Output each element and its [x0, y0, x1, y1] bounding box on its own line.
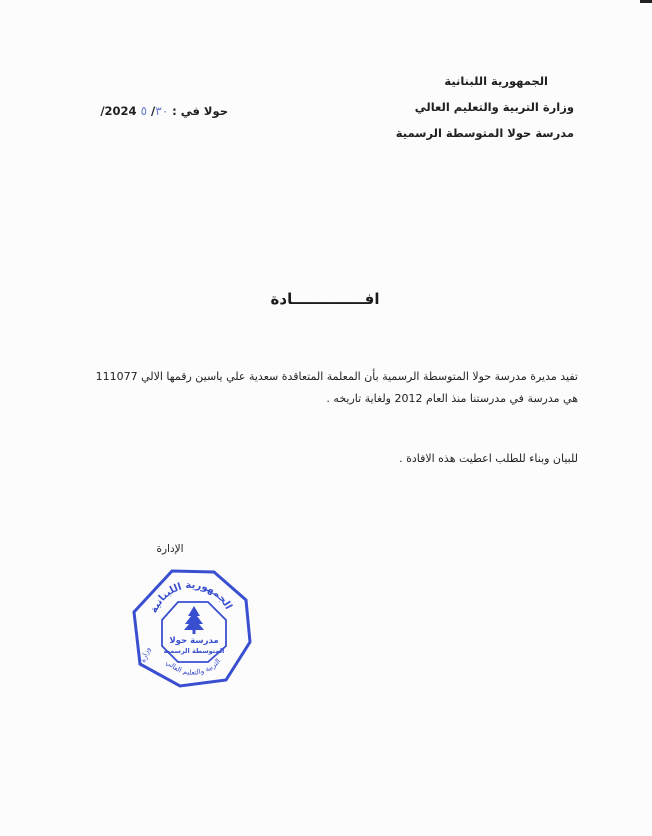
stamp-bottom-text: التربية والتعليم العالي — [164, 657, 223, 677]
stamp-outer-text: الجمهورية اللبنانية — [148, 579, 234, 615]
document-title: افــــــــــــــادة — [270, 290, 380, 308]
letterhead-ministry: وزارة التربية والتعليم العالي — [414, 100, 574, 114]
stamp-inner-text-2: المتوسطة الرسمية — [163, 647, 225, 655]
certificate-body — [78, 366, 578, 410]
body-line-2: هي مدرسة في مدرستنا منذ العام 2012 ولغاية تاريخه . — [326, 392, 578, 405]
date-separator: / — [151, 104, 156, 118]
scan-edge — [640, 0, 652, 3]
closing-statement: للبيان وبناء للطلب اعطيت هذه الافادة . — [399, 452, 578, 465]
date-line — [88, 104, 228, 118]
letterhead — [396, 68, 574, 146]
letterhead-school: مدرسة حولا المتوسطة الرسمية — [395, 126, 574, 140]
date-month: ٥ — [140, 104, 148, 118]
body-line-1: تفيد مديرة مدرسة حولا المتوسطة الرسمية بأن المعلمة المتعاقدة سعدية علي ياسين رقمها الالي 111077 — [95, 370, 578, 383]
date-label: حولا في : — [172, 104, 228, 118]
stamp-inner-text-1: مدرسة حولا — [169, 636, 219, 646]
official-stamp — [128, 568, 256, 690]
cedar-icon — [184, 606, 204, 634]
stamp-left-text: وزارة — [138, 645, 152, 664]
date-day: ٣٠ — [155, 104, 169, 118]
letterhead-republic: الجمهورية اللبنانية — [444, 74, 548, 88]
administration-label: الإدارة — [156, 543, 184, 555]
date-year: 2024/ — [100, 104, 137, 118]
